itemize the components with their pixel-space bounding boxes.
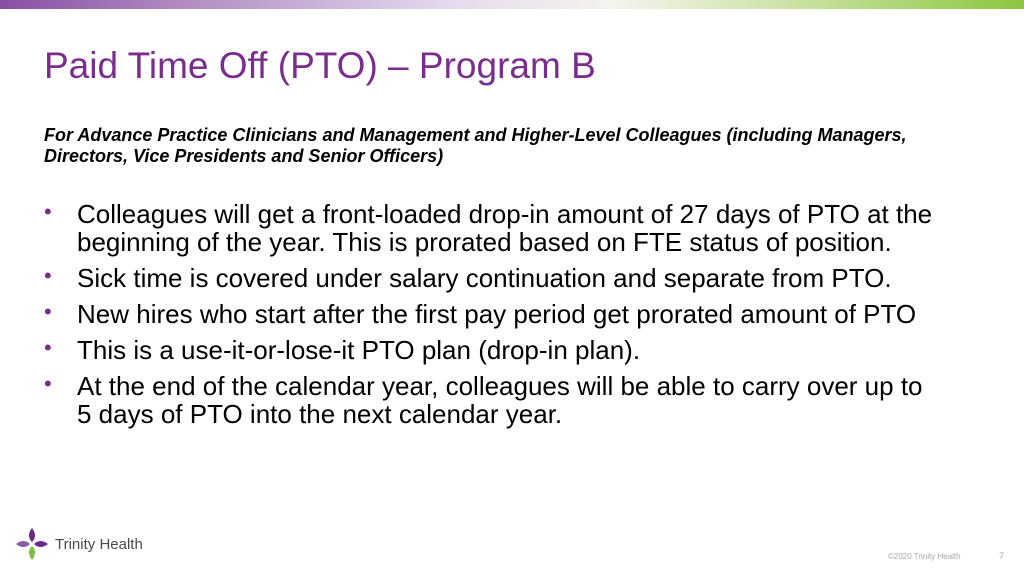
bullet-icon: • [44, 371, 52, 396]
top-gradient-band [0, 0, 1024, 9]
bullet-text: Colleagues will get a front-loaded drop-in amount of 27 days of PTO at the beginning of the year. This is prorated based on FTE status of position. [77, 199, 933, 257]
bullet-text: At the end of the calendar year, colleagues will be able to carry over up to 5 days of PTO into the next calendar year. [77, 371, 923, 429]
bullet-item [44, 264, 944, 292]
page-number: 7 [999, 551, 1005, 561]
bullet-list [44, 200, 944, 436]
bullet-text: New hires who start after the first pay period get prorated amount of PTO [77, 299, 917, 329]
bullet-item [44, 200, 944, 256]
logo-text: Trinity Health [55, 535, 143, 553]
bullet-item [44, 300, 944, 328]
slide-subtitle: For Advance Practice Clinicians and Management and Higher-Level Colleagues (including Managers, Directors, Vice Presidents and Senior Officers) [44, 125, 907, 166]
bullet-text: This is a use-it-or-lose-it PTO plan (drop-in plan). [77, 335, 641, 365]
bullet-item [44, 372, 944, 428]
trinity-health-emblem-icon [14, 526, 50, 562]
bullet-icon: • [44, 335, 52, 360]
copyright-text: ©2020 Trinity Health [888, 552, 961, 561]
trinity-health-logo [14, 524, 154, 564]
bullet-item [44, 336, 944, 364]
bullet-icon: • [44, 299, 52, 324]
bullet-icon: • [44, 199, 52, 224]
slide-title: Paid Time Off (PTO) – Program B [44, 45, 596, 86]
bullet-icon: • [44, 263, 52, 288]
bullet-text: Sick time is covered under salary continuation and separate from PTO. [77, 263, 892, 293]
